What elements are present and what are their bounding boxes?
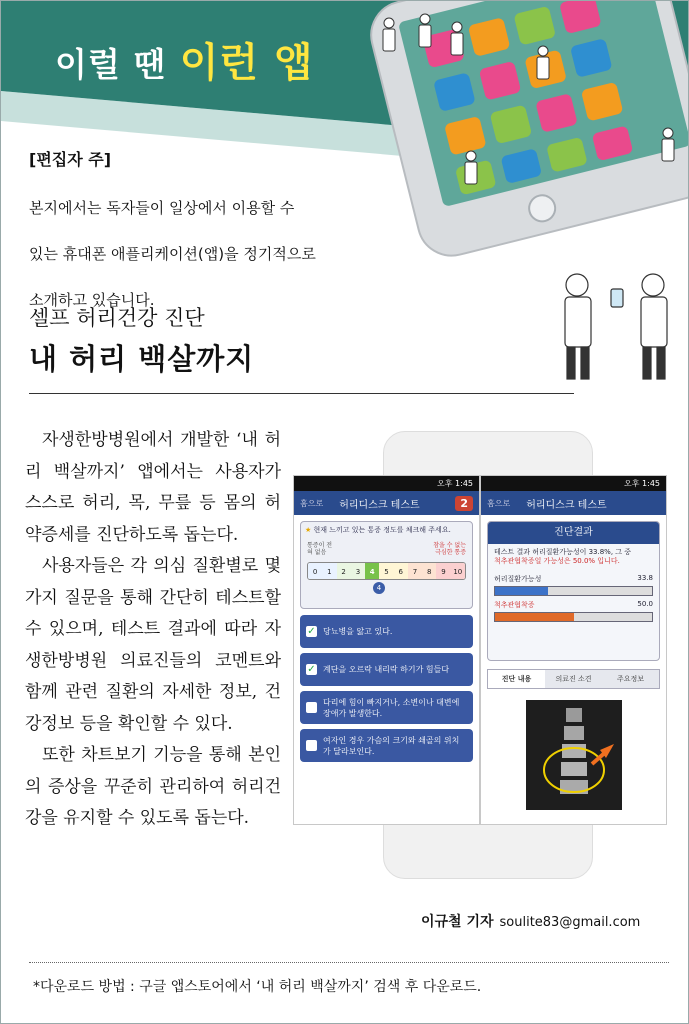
scale-step-selected[interactable]: 4: [365, 563, 379, 579]
scale-step[interactable]: 10: [451, 563, 465, 579]
result-desc-line: 테스트 결과 허리질환가능성이 33.8%, 그 중: [494, 548, 632, 556]
bar-fill: [495, 587, 548, 595]
bar-value: 33.8: [637, 574, 653, 582]
editor-note-line: 소개하고 있습니다.: [29, 291, 155, 309]
question-text: 여자인 경우 가슴의 크기와 쇄골의 위치가 달라보인다.: [323, 735, 460, 756]
article-paragraph: 자생한방병원에서 개발한 ‘내 허리 백살까지’ 앱에서는 사용자가 스스로 허리, 목, 무릎 등 몸의 허약증세를 진단하도록 돕는다.: [25, 430, 281, 545]
app-screens: [293, 475, 668, 825]
scale-label-max: 참을 수 없는 극심한 통증: [433, 542, 466, 556]
scale-step[interactable]: 6: [394, 563, 408, 579]
spine-xray-icon: [526, 700, 622, 810]
editor-note-line: 있는 휴대폰 애플리케이션(앱)을 정기적으로: [29, 245, 316, 263]
article-body: [25, 425, 281, 835]
screen-title: 허리디스크 테스트: [339, 499, 420, 511]
bar-label: 허리질환가능성: [494, 575, 542, 583]
pain-prompt-text: 현재 느끼고 있는 통증 정도를 체크해 주세요.: [313, 526, 451, 534]
byline: [421, 911, 640, 931]
result-panel: [487, 521, 660, 661]
bar-label-row: [488, 574, 659, 584]
reporter-name: 이규철 기자: [421, 914, 494, 930]
doctor-figures-icon: [553, 269, 683, 384]
bar-label: 척추관협착증: [494, 601, 535, 609]
pain-prompt: [301, 522, 472, 538]
spine-image: [487, 695, 660, 815]
result-desc-line: 척추관협착증일 가능성은 50.0% 입니다.: [494, 557, 620, 565]
app-screenshot-figure: [293, 431, 668, 879]
section-title-small: 이럴 땐: [55, 45, 167, 84]
title-divider: [29, 393, 574, 394]
step-badge: 2: [455, 496, 473, 511]
article-title: 내 허리 백살까지: [29, 342, 255, 376]
checkbox[interactable]: [306, 740, 317, 751]
question-text: 당뇨병을 앓고 있다.: [323, 627, 393, 636]
pain-scale-bar[interactable]: [307, 562, 466, 580]
scale-step[interactable]: 0: [308, 563, 322, 579]
download-note: *다운로드 방법 : 구글 앱스토어에서 ‘내 허리 백살까지’ 검색 후 다운로드.: [33, 979, 482, 995]
tab-key-info[interactable]: 주요정보: [602, 670, 659, 688]
section-title-big: 이런 앱: [179, 40, 314, 86]
section-title: [55, 31, 314, 88]
article-paragraph: 또한 차트보기 기능을 통해 본인의 증상을 꾸준히 관리하여 허리건강을 유지할 수 있도록 돕는다.: [25, 745, 281, 828]
bar-label-row: [488, 600, 659, 610]
screen-diagnosis-result: [480, 475, 667, 825]
app-bar: [481, 491, 666, 515]
scale-step[interactable]: 1: [322, 563, 336, 579]
bar-value: 50.0: [637, 600, 653, 608]
scale-step[interactable]: 9: [436, 563, 450, 579]
scale-marker: 4: [373, 582, 385, 594]
pain-scale-panel: [300, 521, 473, 609]
scale-step[interactable]: 5: [379, 563, 393, 579]
editor-note-line: 본지에서는 독자들이 일상에서 이용할 수: [29, 199, 295, 217]
screen-disc-test: [293, 475, 480, 825]
scale-label-min: 통증이 전혀 없음: [307, 542, 333, 556]
question-item[interactable]: [300, 691, 473, 724]
checkbox[interactable]: ✓: [307, 626, 316, 637]
home-button[interactable]: 홈으로: [487, 498, 511, 508]
scale-step[interactable]: 8: [422, 563, 436, 579]
editor-note-title: [편집자 주]: [29, 150, 112, 169]
article-paragraph: 사용자들은 각 의심 질환별로 몇 가지 질문을 통해 간단히 테스트할 수 있으며, 테스트 결과에 따라 자생한방병원 의료진들의 코멘트와 함께 관련 질환의 자세한 정보, 건강정보 등을 확인할 수 있다.: [25, 556, 281, 734]
star-icon: ★: [305, 526, 312, 534]
tab-doctor-opinion[interactable]: 의료진 소견: [545, 670, 602, 688]
app-bar: [294, 491, 479, 515]
question-text: 다리에 힘이 빠지거나, 소변이나 대변에 장애가 발생한다.: [323, 697, 460, 718]
scale-step[interactable]: 7: [408, 563, 422, 579]
bar-fill: [495, 613, 574, 621]
disease-probability-bar: [494, 586, 653, 596]
status-bar: 오후 1:45: [294, 476, 479, 491]
result-tabs: [487, 669, 660, 689]
reporter-email: soulite83@gmail.com: [499, 915, 641, 930]
result-description: [488, 544, 659, 570]
scale-step[interactable]: 2: [337, 563, 351, 579]
checkbox[interactable]: [306, 702, 317, 713]
article-subtitle: 셀프 허리건강 진단: [29, 306, 205, 330]
question-text: 계단을 오르락 내리락 하기가 힘들다: [323, 665, 450, 674]
question-item[interactable]: [300, 653, 473, 686]
screen-title: 허리디스크 테스트: [526, 499, 607, 511]
status-bar: 오후 1:45: [481, 476, 666, 491]
footer-divider: [29, 962, 669, 963]
checkbox[interactable]: ✓: [307, 664, 316, 675]
scale-step[interactable]: 3: [351, 563, 365, 579]
tab-diagnosis[interactable]: 진단 내용: [488, 670, 545, 688]
question-item[interactable]: [300, 729, 473, 762]
question-item[interactable]: [300, 615, 473, 648]
stenosis-probability-bar: [494, 612, 653, 622]
home-button[interactable]: 홈으로: [300, 498, 324, 508]
result-heading: 진단결과: [488, 522, 659, 544]
